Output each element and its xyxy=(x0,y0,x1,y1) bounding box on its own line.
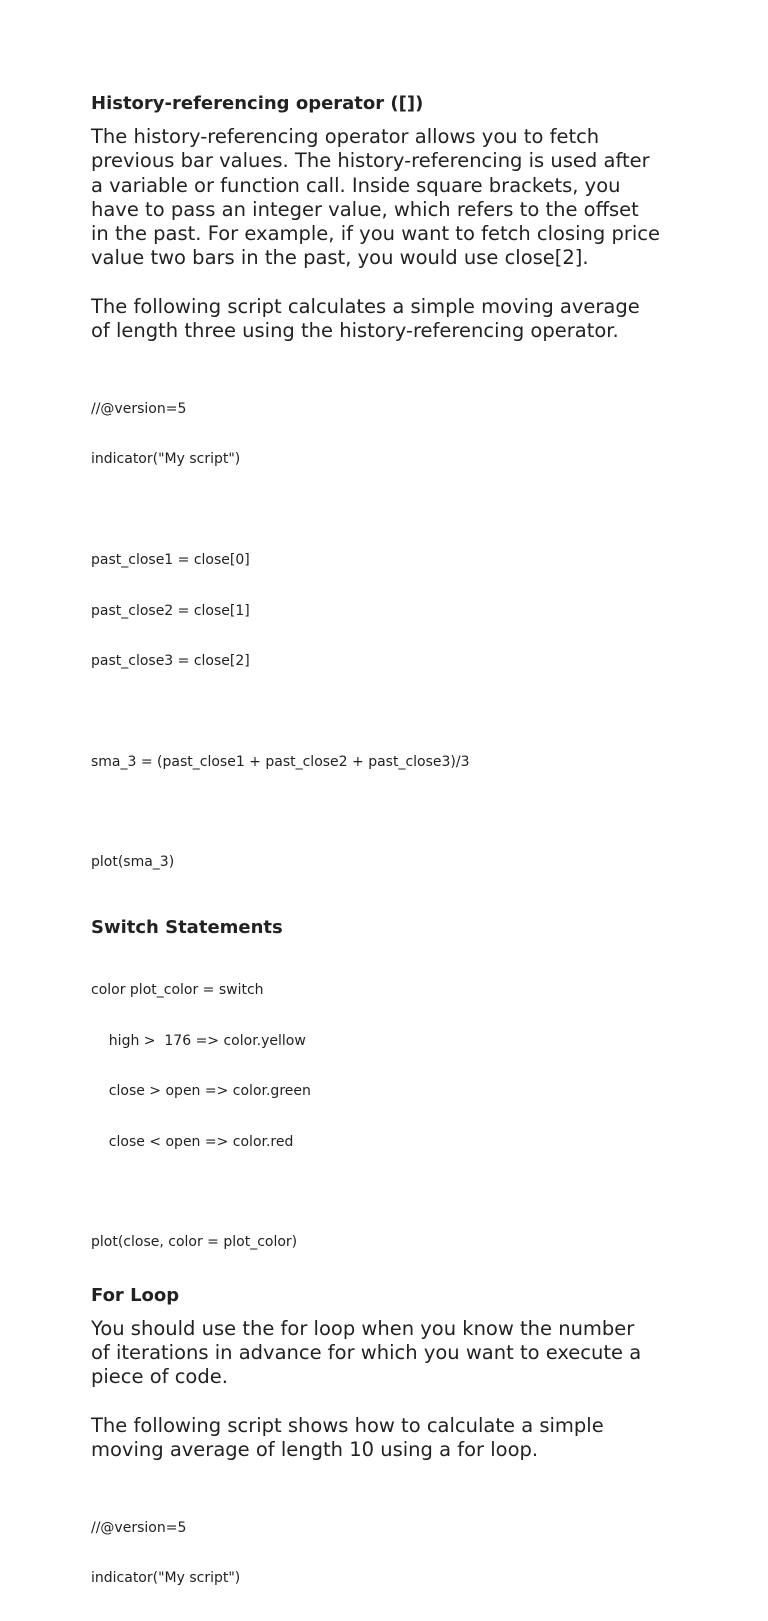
text-line: moving average of length 10 using a for loop. xyxy=(91,1438,539,1461)
text-line: of length three using the history-referencing operator. xyxy=(91,319,619,343)
paragraph-history-intro xyxy=(91,125,691,271)
code-line: close < open => color.red xyxy=(91,1133,294,1150)
text-line: piece of code. xyxy=(91,1365,228,1389)
text-line: have to pass an integer value, which refers to the offset xyxy=(91,197,639,221)
code-line: color plot_color = switch xyxy=(91,982,264,999)
code-line: indicator("My script") xyxy=(91,1570,241,1587)
heading-history-referencing: History-referencing operator ([]) xyxy=(91,93,424,114)
code-line: past_close3 = close[2] xyxy=(91,652,250,669)
text-line: of iterations in advance for which you want to execute a xyxy=(91,1341,642,1365)
text-line: You should use the for loop when you know the number xyxy=(91,1316,635,1340)
code-line: plot(sma_3) xyxy=(91,854,175,871)
text-line: a variable or function call. Inside square brackets, you xyxy=(91,173,621,197)
document-page xyxy=(91,93,691,1621)
text-line: The following script calculates a simple moving average xyxy=(91,294,640,318)
paragraph-script-intro xyxy=(91,295,691,344)
text-line: The following script shows how to calculate a simple xyxy=(91,1413,604,1437)
code-line: plot(close, color = plot_color) xyxy=(91,1234,298,1251)
code-line: indicator("My script") xyxy=(91,451,241,468)
code-block-sma3 xyxy=(91,367,691,905)
code-line: past_close2 = close[1] xyxy=(91,602,250,619)
code-line: close > open => color.green xyxy=(91,1083,311,1100)
paragraph-for-loop-intro xyxy=(91,1317,691,1390)
text-line: The history-referencing operator allows you to fetch xyxy=(91,125,600,148)
paragraph-for-loop-script-intro xyxy=(91,1414,691,1463)
text-line: in the past. For example, if you want to fetch closing price xyxy=(91,222,660,246)
heading-for-loop: For Loop xyxy=(91,1284,180,1306)
code-line: sma_3 = (past_close1 + past_close2 + past_close3)/3 xyxy=(91,753,470,770)
code-block-for-loop xyxy=(91,1486,691,1620)
code-line: //@version=5 xyxy=(91,1519,187,1536)
code-line: past_close1 = close[0] xyxy=(91,552,250,569)
code-line: high > 176 => color.yellow xyxy=(91,1032,306,1049)
code-line: //@version=5 xyxy=(91,400,187,417)
code-block-switch xyxy=(91,949,691,1285)
text-line: value two bars in the past, you would use close[2]. xyxy=(91,246,589,270)
text-line: previous bar values. The history-referencing is used after xyxy=(91,149,650,173)
heading-switch-statements: Switch Statements xyxy=(91,916,283,938)
